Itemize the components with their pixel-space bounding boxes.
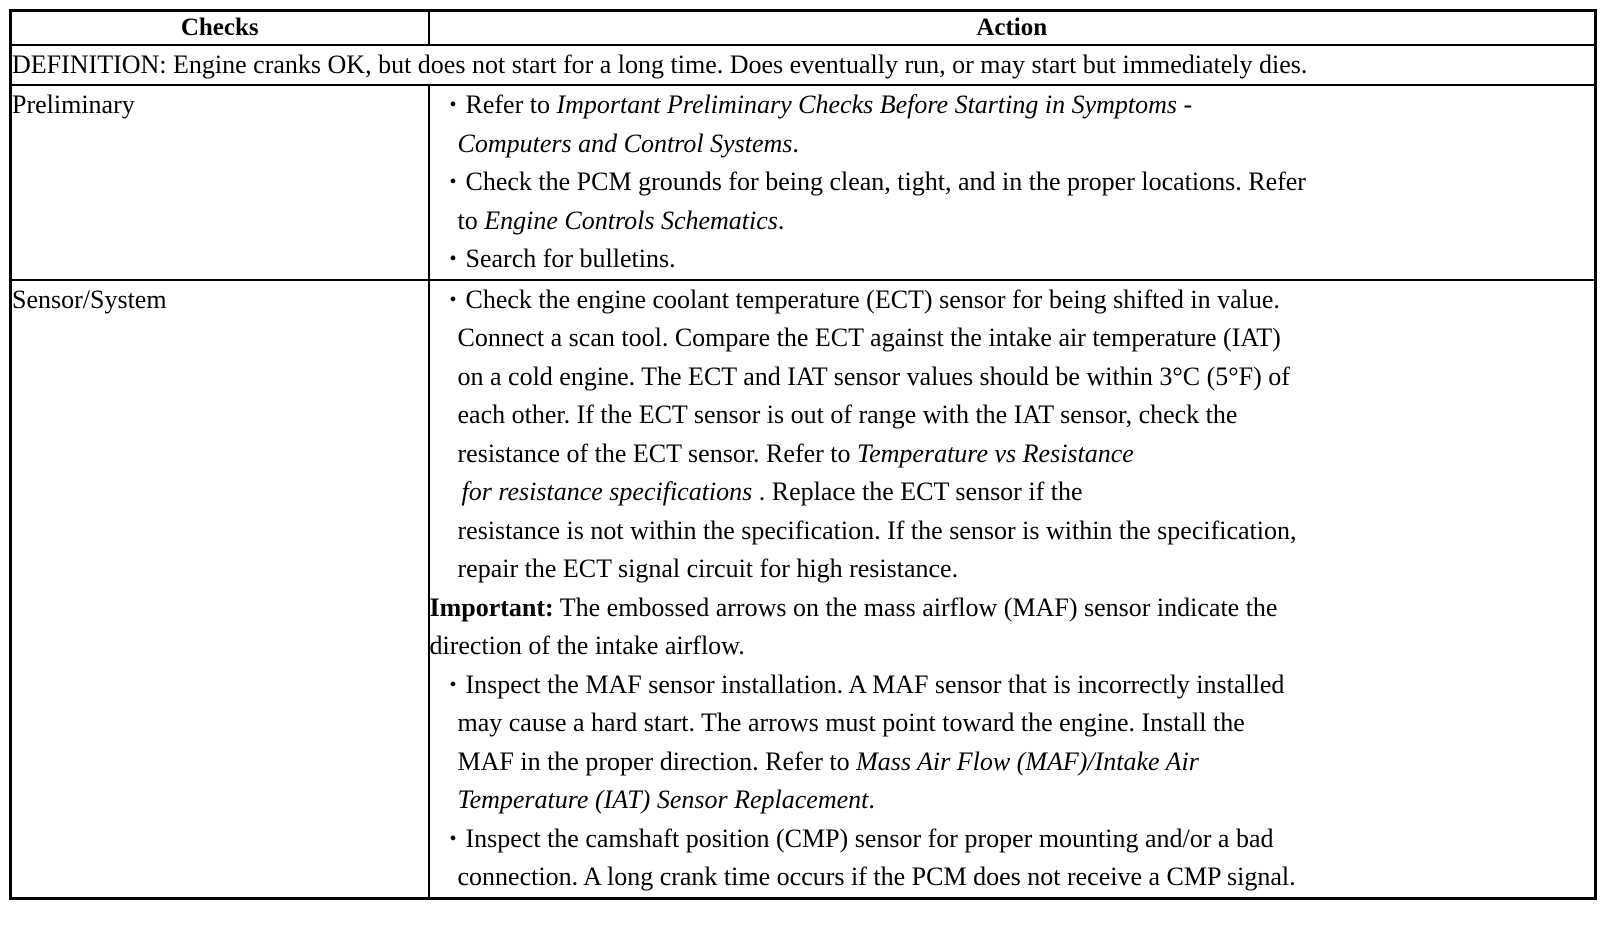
definition-text: DEFINITION: Engine cranks OK, but does not start for a long time. Does eventually run, or may start but immediately dies. xyxy=(11,45,1596,85)
list-item: • Check the engine coolant temperature (ECT) sensor for being shifted in value. Connect a scan tool. Compare the ECT against the intake air temperature (IAT) on a cold engine. The ECT and IAT sensor values should be within 3°C (5°F) of each other. If the ECT sensor is out of range with the IAT sensor, check the resistance of the ECT sensor. Refer to Temperature vs Resistance for resistance specifications . Replace the ECT sensor if the resistance is not within the specification. If the sensor is within the specification, repair the ECT signal circuit for high resistance. xyxy=(430,281,1595,589)
important-note: Important: The embossed arrows on the mass airflow (MAF) sensor indicate the direction of the intake airflow. xyxy=(429,592,1278,660)
header-checks: Checks xyxy=(11,11,429,46)
list-item: • Inspect the MAF sensor installation. A MAF sensor that is incorrectly installed may cause a hard start. The arrows must point toward the engine. Install the MAF in the proper direction. Refer to Mass Air Flow (MAF)/Intake Air Temperature (IAT) Sensor Replacement. xyxy=(430,666,1595,820)
row-action-sensor-system xyxy=(429,280,1596,899)
row-action-preliminary xyxy=(429,85,1596,280)
checks-table xyxy=(9,9,1597,900)
header-action: Action xyxy=(429,11,1596,46)
header-row xyxy=(11,11,1596,46)
table-row-sensor-system xyxy=(11,280,1596,899)
row-label-preliminary: Preliminary xyxy=(11,85,429,280)
table-row-preliminary xyxy=(11,85,1596,280)
list-item: • Inspect the camshaft position (CMP) sensor for proper mounting and/or a bad connection. A long crank time occurs if the PCM does not receive a CMP signal. xyxy=(430,820,1595,897)
row-label-sensor-system: Sensor/System xyxy=(11,280,429,899)
list-item: • Refer to Important Preliminary Checks Before Starting in Symptoms - Computers and Control Systems. xyxy=(430,86,1595,163)
definition-row xyxy=(11,45,1596,85)
important-label: Important: xyxy=(429,592,554,622)
list-item: • Search for bulletins. xyxy=(430,240,1595,279)
list-item: • Check the PCM grounds for being clean, tight, and in the proper locations. Refer to Engine Controls Schematics. xyxy=(430,163,1595,240)
